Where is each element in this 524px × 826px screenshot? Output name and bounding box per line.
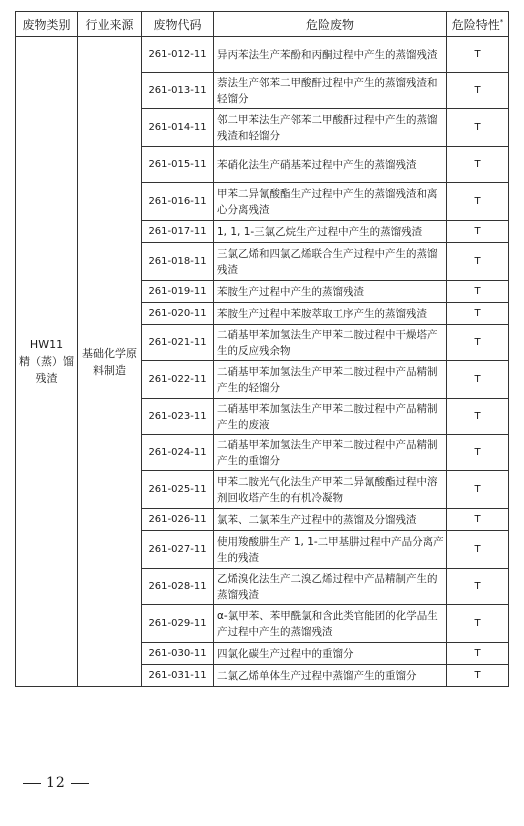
waste-description-cell: 萘法生产邻苯二甲酸酐过程中产生的蒸馏残渣和轻馏分 — [214, 73, 447, 109]
table-row — [16, 37, 509, 73]
waste-code-cell: 261-014-11 — [142, 109, 214, 147]
hazard-property-cell: T — [447, 37, 509, 73]
waste-description-cell: α-氯甲苯、苯甲酰氯和含此类官能团的化学品生产过程中产生的蒸馏残渣 — [214, 605, 447, 643]
waste-description-cell: 苯胺生产过程中苯胺萃取工序产生的蒸馏残渣 — [214, 303, 447, 325]
waste-code-cell: 261-020-11 — [142, 303, 214, 325]
header-property-label: 危险特性 — [451, 17, 500, 32]
hazard-property-cell: T — [447, 361, 509, 399]
waste-code-cell: 261-021-11 — [142, 325, 214, 361]
footnote-marker: * — [499, 17, 504, 26]
hazard-property-cell: T — [447, 569, 509, 605]
waste-description-cell: 乙烯溴化法生产二溴乙烯过程中产品精制产生的蒸馏残渣 — [214, 569, 447, 605]
hazardous-waste-table — [15, 11, 509, 687]
waste-description-cell: 二硝基甲苯加氢法生产甲苯二胺过程中干燥塔产生的反应残余物 — [214, 325, 447, 361]
waste-description-cell: 甲苯二胺光气化法生产甲苯二异氰酸酯过程中溶剂回收塔产生的有机冷凝物 — [214, 471, 447, 509]
header-waste: 危险废物 — [214, 12, 447, 37]
waste-code-cell: 261-023-11 — [142, 399, 214, 435]
waste-description-cell: 三氯乙烯和四氯乙烯联合生产过程中产生的蒸馏残渣 — [214, 243, 447, 281]
waste-description-cell: 二硝基甲苯加氢法生产甲苯二胺过程中产品精制产生的废液 — [214, 399, 447, 435]
hazard-property-cell: T — [447, 109, 509, 147]
hazard-property-cell: T — [447, 643, 509, 665]
table-header-row — [16, 12, 509, 37]
waste-description-cell: 1, 1, 1-三氯乙烷生产过程中产生的蒸馏残渣 — [214, 221, 447, 243]
table-body — [16, 37, 509, 687]
waste-description-cell: 邻二甲苯法生产邻苯二甲酸酐过程中产生的蒸馏残渣和轻馏分 — [214, 109, 447, 147]
hazard-property-cell: T — [447, 435, 509, 471]
hazard-property-cell: T — [447, 399, 509, 435]
hazard-property-cell: T — [447, 531, 509, 569]
header-category: 废物类别 — [16, 12, 78, 37]
hazard-property-cell: T — [447, 281, 509, 303]
hazard-property-cell: T — [447, 243, 509, 281]
hazard-property-cell: T — [447, 221, 509, 243]
footer-dash-left — [23, 783, 41, 784]
waste-description-cell: 苯胺生产过程中产生的蒸馏残渣 — [214, 281, 447, 303]
category-name: 精（蒸）馏残渣 — [19, 355, 74, 385]
waste-code-cell: 261-026-11 — [142, 509, 214, 531]
waste-description-cell: 使用羧酸肼生产 1, 1-二甲基肼过程中产品分离产生的残渣 — [214, 531, 447, 569]
header-property — [447, 12, 509, 37]
hazard-property-cell: T — [447, 325, 509, 361]
hazard-property-cell: T — [447, 147, 509, 183]
category-cell — [16, 37, 78, 687]
header-code: 废物代码 — [142, 12, 214, 37]
waste-code-cell: 261-016-11 — [142, 183, 214, 221]
hazard-property-cell: T — [447, 303, 509, 325]
waste-description-cell: 氯苯、二氯苯生产过程中的蒸馏及分馏残渣 — [214, 509, 447, 531]
waste-code-cell: 261-017-11 — [142, 221, 214, 243]
waste-code-cell: 261-025-11 — [142, 471, 214, 509]
waste-description-cell: 二硝基甲苯加氢法生产甲苯二胺过程中产品精制产生的重馏分 — [214, 435, 447, 471]
waste-description-cell: 二氯乙烯单体生产过程中蒸馏产生的重馏分 — [214, 665, 447, 687]
document-page — [15, 11, 508, 687]
hazard-property-cell: T — [447, 665, 509, 687]
header-source: 行业来源 — [78, 12, 142, 37]
waste-code-cell: 261-024-11 — [142, 435, 214, 471]
waste-code-cell: 261-028-11 — [142, 569, 214, 605]
page-footer — [18, 775, 94, 791]
footer-dash-right — [71, 783, 89, 784]
waste-code-cell: 261-019-11 — [142, 281, 214, 303]
waste-code-cell: 261-029-11 — [142, 605, 214, 643]
waste-code-cell: 261-012-11 — [142, 37, 214, 73]
waste-description-cell: 异丙苯法生产苯酚和丙酮过程中产生的蒸馏残渣 — [214, 37, 447, 73]
waste-description-cell: 苯硝化法生产硝基苯过程中产生的蒸馏残渣 — [214, 147, 447, 183]
waste-description-cell: 甲苯二异氰酸酯生产过程中产生的蒸馏残渣和离心分离残渣 — [214, 183, 447, 221]
waste-code-cell: 261-031-11 — [142, 665, 214, 687]
waste-description-cell: 四氯化碳生产过程中的重馏分 — [214, 643, 447, 665]
industry-source-cell: 基础化学原料制造 — [78, 37, 142, 687]
waste-code-cell: 261-015-11 — [142, 147, 214, 183]
waste-description-cell: 二硝基甲苯加氢法生产甲苯二胺过程中产品精制产生的轻馏分 — [214, 361, 447, 399]
hazard-property-cell: T — [447, 605, 509, 643]
hazard-property-cell: T — [447, 509, 509, 531]
hazard-property-cell: T — [447, 183, 509, 221]
hazard-property-cell: T — [447, 73, 509, 109]
hazard-property-cell: T — [447, 471, 509, 509]
waste-code-cell: 261-030-11 — [142, 643, 214, 665]
category-code: HW11 — [29, 338, 64, 351]
page-number: 12 — [46, 775, 66, 791]
waste-code-cell: 261-018-11 — [142, 243, 214, 281]
waste-code-cell: 261-013-11 — [142, 73, 214, 109]
waste-code-cell: 261-022-11 — [142, 361, 214, 399]
waste-code-cell: 261-027-11 — [142, 531, 214, 569]
